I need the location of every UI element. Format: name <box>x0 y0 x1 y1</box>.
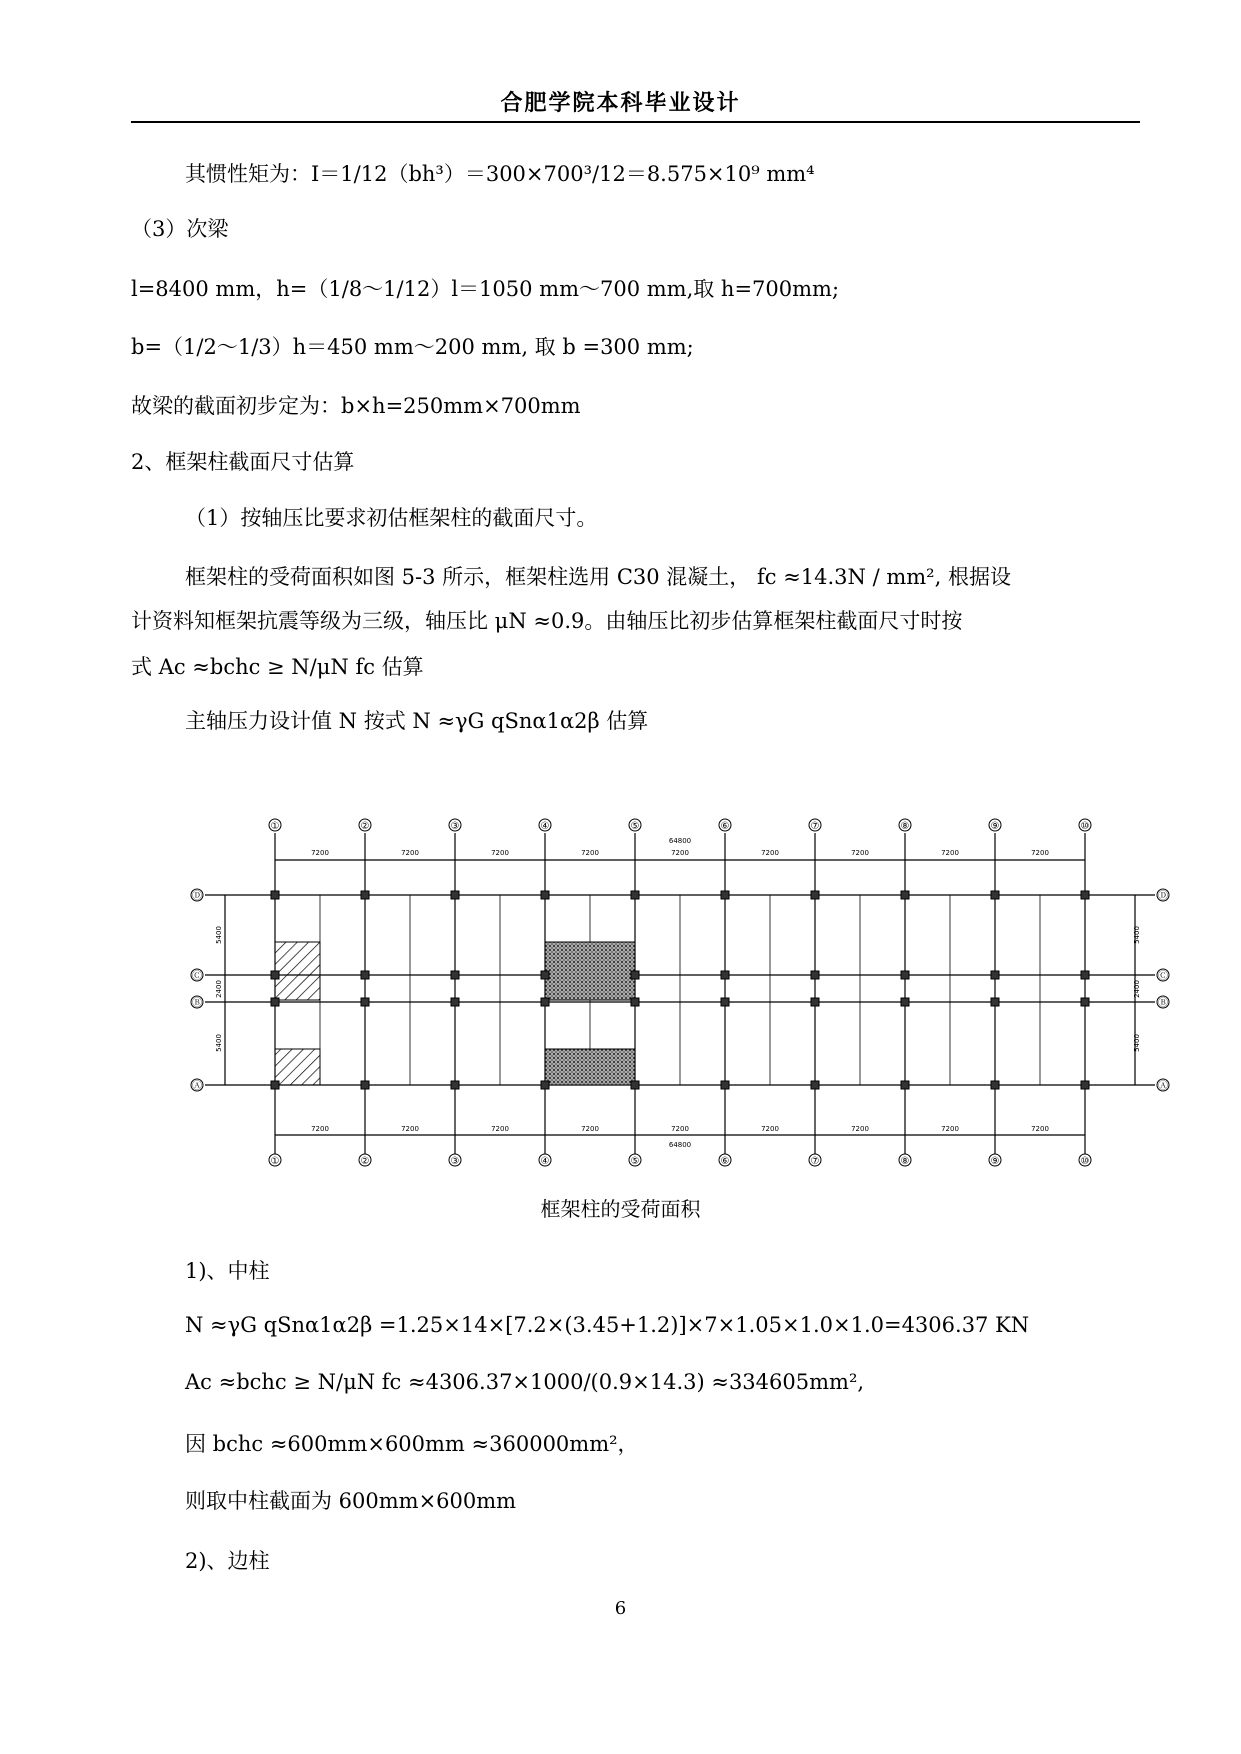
side-dimension-label: 2400 <box>1133 980 1141 998</box>
page-number: 6 <box>614 1598 627 1619</box>
axis-bubble-label: ⑥ <box>720 1156 730 1167</box>
formula-line-1: N ≈γG qSnα1α2β =1.25×14×[7.2×(3.45+1.2)]×7×1.05×1.0×1.0=4306.37 KN <box>185 1313 1030 1337</box>
axis-bubble <box>719 1154 731 1167</box>
axis-bubble <box>449 819 461 832</box>
column-marker <box>361 998 369 1006</box>
figure-caption: 框架柱的受荷面积 <box>540 1197 701 1221</box>
side-dimension-label: 5400 <box>215 1034 223 1052</box>
axis-bubble-label: Ⓑ <box>1158 998 1168 1009</box>
axis-bubble <box>1157 889 1169 902</box>
text-line-8: 框架柱的受荷面积如图 5-3 所示，框架柱选用 C30 混凝土， fc ≈14.3N / mm², 根据设 <box>185 565 1011 589</box>
axis-bubble <box>989 1154 1001 1167</box>
dimension-label: 7200 <box>581 849 599 857</box>
column-marker <box>811 1081 819 1089</box>
column-marker <box>901 1081 909 1089</box>
dimension-label: 7200 <box>1031 849 1049 857</box>
dimension-label: 7200 <box>1031 1125 1049 1133</box>
total-dimension-label: 64800 <box>668 837 692 845</box>
column-marker <box>631 998 639 1006</box>
axis-bubble-label: ⑨ <box>990 821 1000 832</box>
text-line-4: b=（1/2～1/3）h＝450 mm～200 mm, 取 b =300 mm; <box>131 335 694 359</box>
axis-bubble-label: ③ <box>450 821 460 832</box>
axis-bubble-label: ⑩ <box>1080 821 1090 832</box>
axis-bubble-label: Ⓐ <box>1158 1081 1168 1092</box>
axis-bubble <box>809 1154 821 1167</box>
text-line-11: 主轴压力设计值 N 按式 N ≈γG qSnα1α2β 估算 <box>185 709 649 733</box>
column-marker <box>541 971 549 979</box>
formula-line-2: Ac ≈bchc ≥ N/μN fc ≈4306.37×1000/(0.9×14.3) ≈334605mm², <box>185 1370 865 1394</box>
dimension-label: 7200 <box>581 1125 599 1133</box>
column-marker <box>361 971 369 979</box>
side-dimension-label: 5400 <box>1133 926 1141 944</box>
axis-bubble-label: ⑦ <box>810 1156 820 1167</box>
column-marker <box>991 971 999 979</box>
dimension-label: 7200 <box>311 1125 329 1133</box>
column-marker <box>1081 971 1089 979</box>
axis-bubble-label: Ⓑ <box>192 998 202 1009</box>
axis-bubble-label: Ⓐ <box>192 1081 202 1092</box>
axis-bubble <box>191 996 203 1009</box>
axis-bubble <box>899 819 911 832</box>
axis-bubble <box>719 819 731 832</box>
dimension-label: 7200 <box>671 849 689 857</box>
axis-bubble <box>359 819 371 832</box>
dimension-label: 7200 <box>491 1125 509 1133</box>
axis-bubble-label: ② <box>360 821 370 832</box>
subsection-heading-middle-column: 1)、中柱 <box>185 1259 270 1283</box>
column-marker <box>541 891 549 899</box>
axis-bubble <box>269 1154 281 1167</box>
axis-bubble <box>269 819 281 832</box>
text-line-7: （1）按轴压比要求初估框架柱的截面尺寸。 <box>185 506 598 530</box>
axis-bubble-label: ⑥ <box>720 821 730 832</box>
header-divider <box>131 121 1140 123</box>
axis-bubble <box>1157 996 1169 1009</box>
dimension-label: 7200 <box>671 1125 689 1133</box>
axis-bubble-label: ⑩ <box>1080 1156 1090 1167</box>
column-marker <box>631 891 639 899</box>
column-marker <box>541 1081 549 1089</box>
axis-bubble-label: Ⓓ <box>192 891 202 902</box>
column-marker <box>451 971 459 979</box>
section-heading: 2、框架柱截面尺寸估算 <box>131 450 355 474</box>
axis-bubble <box>809 819 821 832</box>
column-marker <box>271 971 279 979</box>
column-marker <box>451 998 459 1006</box>
middle-column-load-area <box>545 1049 635 1085</box>
column-marker <box>901 998 909 1006</box>
axis-bubble-label: Ⓒ <box>192 971 202 982</box>
dimension-label: 7200 <box>311 849 329 857</box>
column-marker <box>901 971 909 979</box>
side-dimension-label: 5400 <box>1133 1034 1141 1052</box>
column-marker <box>901 891 909 899</box>
column-marker <box>721 971 729 979</box>
dimension-label: 7200 <box>851 849 869 857</box>
dimension-label: 7200 <box>851 1125 869 1133</box>
axis-bubble-label: ② <box>360 1156 370 1167</box>
column-marker <box>631 971 639 979</box>
axis-bubble <box>1157 1079 1169 1092</box>
text-line-3: l=8400 mm，h=（1/8～1/12）l＝1050 mm～700 mm,取 h=700mm; <box>131 277 840 301</box>
axis-bubble <box>191 1079 203 1092</box>
total-dimension-label: 64800 <box>668 1141 692 1149</box>
axis-bubble <box>1157 969 1169 982</box>
axis-bubble <box>191 969 203 982</box>
axis-bubble <box>1079 1154 1091 1167</box>
text-line-1: 其惯性矩为：I＝1/12（bh³）＝300×700³/12＝8.575×10⁹ mm⁴ <box>185 162 815 186</box>
dimension-label: 7200 <box>941 1125 959 1133</box>
edge-column-load-area <box>275 942 320 1000</box>
column-marker <box>1081 891 1089 899</box>
axis-bubble <box>539 819 551 832</box>
axis-bubble-label: ① <box>270 821 280 832</box>
column-marker <box>271 891 279 899</box>
column-marker <box>631 1081 639 1089</box>
text-line-16: 则取中柱截面为 600mm×600mm <box>185 1489 517 1513</box>
dimension-label: 7200 <box>401 1125 419 1133</box>
column-marker <box>451 891 459 899</box>
column-marker <box>991 998 999 1006</box>
axis-bubble-label: ⑨ <box>990 1156 1000 1167</box>
axis-bubble <box>629 819 641 832</box>
column-marker <box>361 891 369 899</box>
middle-column-load-area <box>545 942 635 1000</box>
column-marker <box>271 1081 279 1089</box>
page-header-title: 合肥学院本科毕业设计 <box>500 91 741 116</box>
axis-bubble <box>899 1154 911 1167</box>
axis-bubble-label: Ⓒ <box>1158 971 1168 982</box>
dimension-label: 7200 <box>761 849 779 857</box>
column-marker <box>721 1081 729 1089</box>
axis-bubble-label: ④ <box>540 1156 550 1167</box>
column-marker <box>811 891 819 899</box>
column-marker <box>991 1081 999 1089</box>
axis-bubble-label: Ⓓ <box>1158 891 1168 902</box>
axis-bubble-label: ① <box>270 1156 280 1167</box>
column-marker <box>271 998 279 1006</box>
column-marker <box>811 971 819 979</box>
text-line-2: （3）次梁 <box>131 217 229 241</box>
axis-bubble <box>449 1154 461 1167</box>
axis-bubble <box>359 1154 371 1167</box>
axis-bubble <box>1079 819 1091 832</box>
column-marker <box>361 1081 369 1089</box>
column-load-area-plan <box>185 805 1175 1185</box>
column-marker <box>721 998 729 1006</box>
axis-bubble <box>191 889 203 902</box>
axis-bubble <box>629 1154 641 1167</box>
axis-bubble-label: ⑦ <box>810 821 820 832</box>
column-marker <box>1081 998 1089 1006</box>
dimension-label: 7200 <box>941 849 959 857</box>
text-line-5: 故梁的截面初步定为：b×h=250mm×700mm <box>131 394 581 418</box>
dimension-label: 7200 <box>401 849 419 857</box>
text-line-9: 计资料知框架抗震等级为三级，轴压比 μN ≈0.9。由轴压比初步估算框架柱截面尺寸时按 <box>131 609 963 633</box>
dimension-label: 7200 <box>491 849 509 857</box>
column-marker <box>451 1081 459 1089</box>
side-dimension-label: 2400 <box>215 980 223 998</box>
edge-column-load-area <box>275 1049 320 1085</box>
column-marker <box>1081 1081 1089 1089</box>
column-marker <box>991 891 999 899</box>
column-marker <box>541 998 549 1006</box>
axis-bubble-label: ⑧ <box>900 1156 910 1167</box>
axis-bubble-label: ⑤ <box>630 1156 640 1167</box>
axis-bubble-label: ⑧ <box>900 821 910 832</box>
text-line-10: 式 Ac ≈bchc ≥ N/μN fc 估算 <box>131 655 424 679</box>
axis-bubble <box>989 819 1001 832</box>
subsection-heading-edge-column: 2)、边柱 <box>185 1549 270 1573</box>
formula-line-3: 因 bchc ≈600mm×600mm ≈360000mm²， <box>185 1432 639 1456</box>
axis-bubble-label: ④ <box>540 821 550 832</box>
column-marker <box>811 998 819 1006</box>
axis-bubble-label: ⑤ <box>630 821 640 832</box>
side-dimension-label: 5400 <box>215 926 223 944</box>
axis-bubble-label: ③ <box>450 1156 460 1167</box>
axis-bubble <box>539 1154 551 1167</box>
dimension-label: 7200 <box>761 1125 779 1133</box>
column-marker <box>721 891 729 899</box>
